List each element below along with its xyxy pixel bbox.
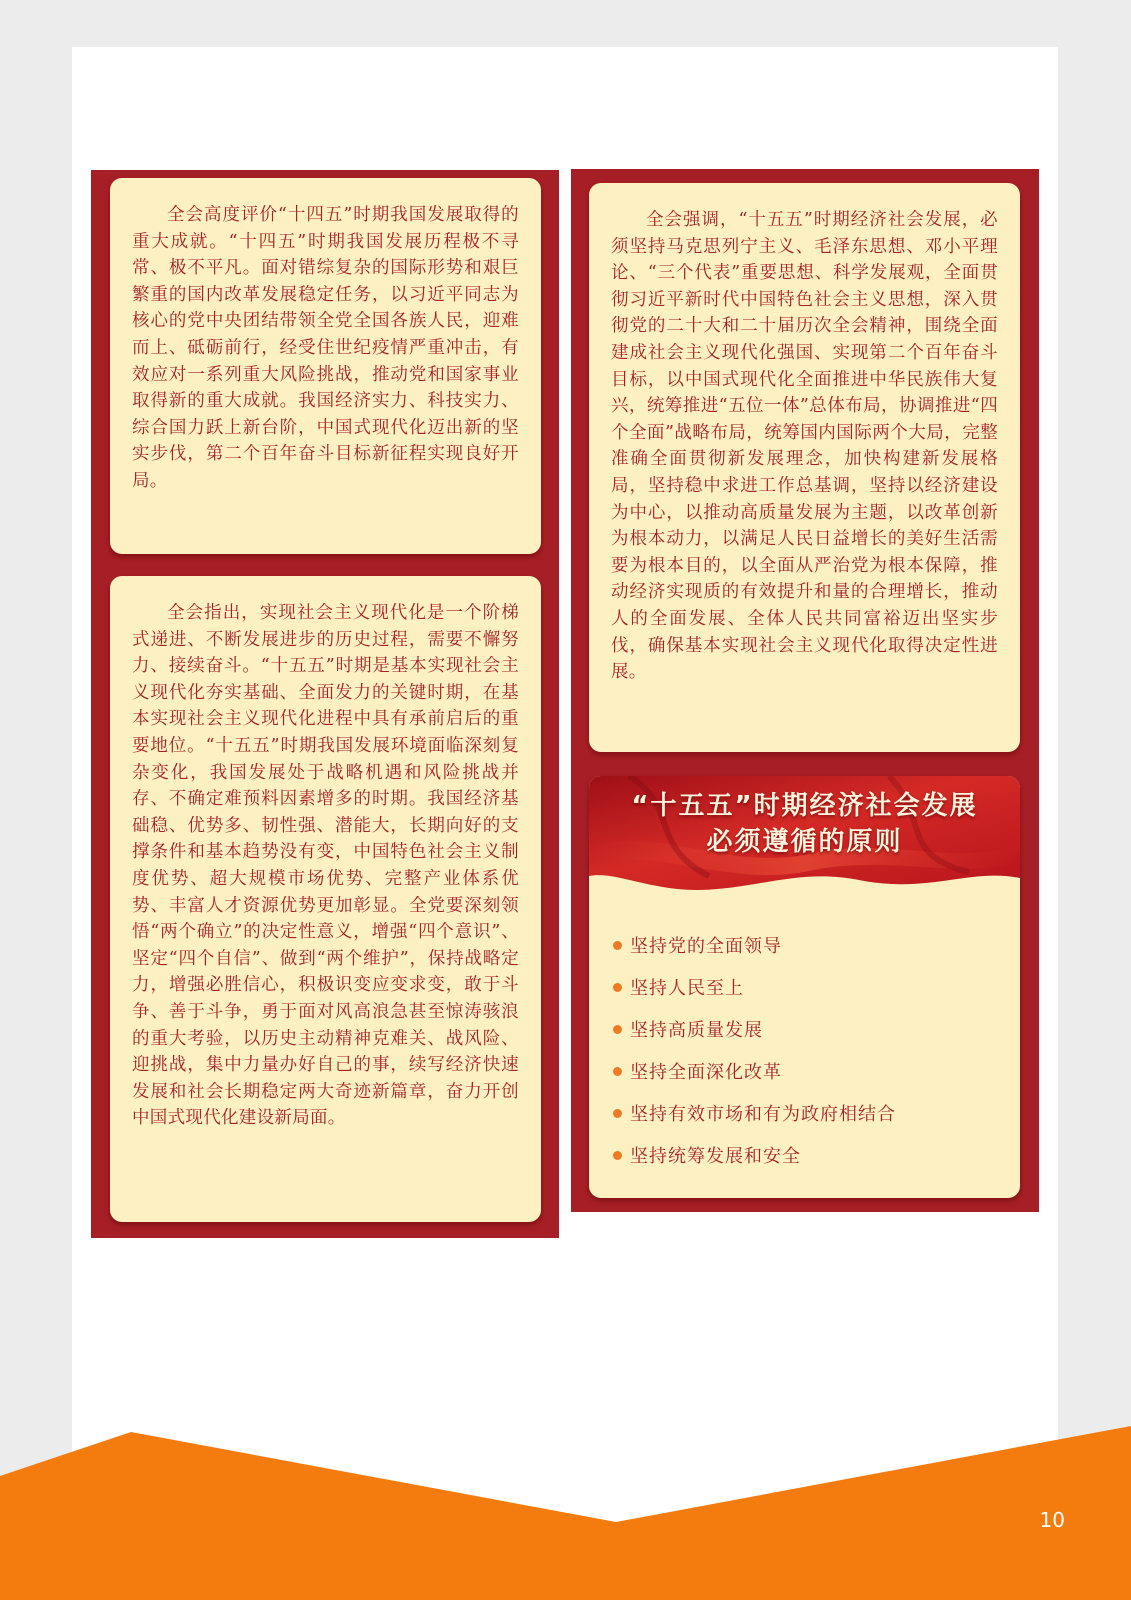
modernization-card xyxy=(110,576,541,1222)
bullet-dot-icon xyxy=(613,1067,622,1076)
bullet-dot-icon xyxy=(613,1025,622,1034)
guidelines-card xyxy=(589,183,1020,752)
principles-title xyxy=(589,788,1020,860)
bullet-dot-icon xyxy=(613,941,622,950)
principles-card xyxy=(589,776,1020,1198)
guidelines-paragraph: 全会强调，“十五五”时期经济社会发展，必须坚持马克思列宁主义、毛泽东思想、邓小平理论、“三个代表”重要思想、科学发展观，全面贯彻习近平新时代中国特色社会主义思想，深入贯彻党的二十大和二十届历次全会精神，围绕全面建成社会主义现代化强国、实现第二个百年奋斗目标，以中国式现代化全面推进中华民族伟大复兴，统筹推进“五位一体”总体布局，协调推进“四个全面”战略布局，统筹国内国际两个大局，完整准确全面贯彻新发展理念，加快构建新发展格局，坚持稳中求进工作总基调，坚持以经济建设为中心，以推动高质量发展为主题，以改革创新为根本动力，以满足人民日益增长的美好生活需要为根本目的，以全面从严治党为根本保障，推动经济实现质的有效提升和量的合理增长，推动人的全面发展、全体人民共同富裕迈出坚实步伐，确保基本实现社会主义现代化取得决定性进展。 xyxy=(611,210,998,683)
principles-title-line1: “十五五”时期经济社会发展 xyxy=(631,791,978,821)
list-item: 坚持人民至上 xyxy=(613,968,896,1010)
list-item: 坚持高质量发展 xyxy=(613,1010,896,1052)
bullet-dot-icon xyxy=(613,983,622,992)
achievements-card xyxy=(110,178,541,554)
bullet-dot-icon xyxy=(613,1109,622,1118)
list-item: 坚持统筹发展和安全 xyxy=(613,1136,896,1178)
list-item: 坚持有效市场和有为政府相结合 xyxy=(613,1094,896,1136)
bullet-dot-icon xyxy=(613,1151,622,1160)
modernization-paragraph: 全会指出，实现社会主义现代化是一个阶梯式递进、不断发展进步的历史过程，需要不懈努力、接续奋斗。“十五五”时期是基本实现社会主义现代化夯实基础、全面发力的关键时期，在基本实现社会主义现代化进程中具有承前启后的重要地位。“十五五”时期我国发展环境面临深刻复杂变化，我国发展处于战略机遇和风险挑战并存、不确定难预料因素增多的时期。我国经济基础稳、优势多、韧性强、潜能大，长期向好的支撑条件和基本趋势没有变，中国特色社会主义制度优势、超大规模市场优势、完整产业体系优势、丰富人才资源优势更加彰显。全党要深刻领悟“两个确立”的决定性意义，增强“四个意识”、坚定“四个自信”、做到“两个维护”，保持战略定力，增强必胜信心，积极识变应变求变，敢于斗争、善于斗争，勇于面对风高浪急甚至惊涛骇浪的重大考验，以历史主动精神克难关、战风险、迎挑战，集中力量办好自己的事，续写经济快速发展和社会长期稳定两大奇迹新篇章，奋力开创中国式现代化建设新局面。 xyxy=(132,603,519,1129)
principles-title-line2: 必须遵循的原则 xyxy=(706,827,903,857)
achievements-paragraph: 全会高度评价“十四五”时期我国发展取得的重大成就。“十四五”时期我国发展历程极不寻常、极不平凡。面对错综复杂的国际形势和艰巨繁重的国内改革发展稳定任务，以习近平同志为核心的党中央团结带领全党全国各族人民，迎难而上、砥砺前行，经受住世纪疫情严重冲击，有效应对一系列重大风险挑战，推动党和国家事业取得新的重大成就。我国经济实力、科技实力、综合国力跃上新台阶，中国式现代化迈出新的坚实步伐，第二个百年奋斗目标新征程实现良好开局。 xyxy=(132,205,519,491)
footer-orange-band xyxy=(0,1400,1131,1600)
principles-banner xyxy=(589,776,1020,901)
page-number: 10 xyxy=(1039,1508,1065,1532)
list-item: 坚持全面深化改革 xyxy=(613,1052,896,1094)
list-item: 坚持党的全面领导 xyxy=(613,926,896,968)
principles-list xyxy=(613,926,896,1178)
